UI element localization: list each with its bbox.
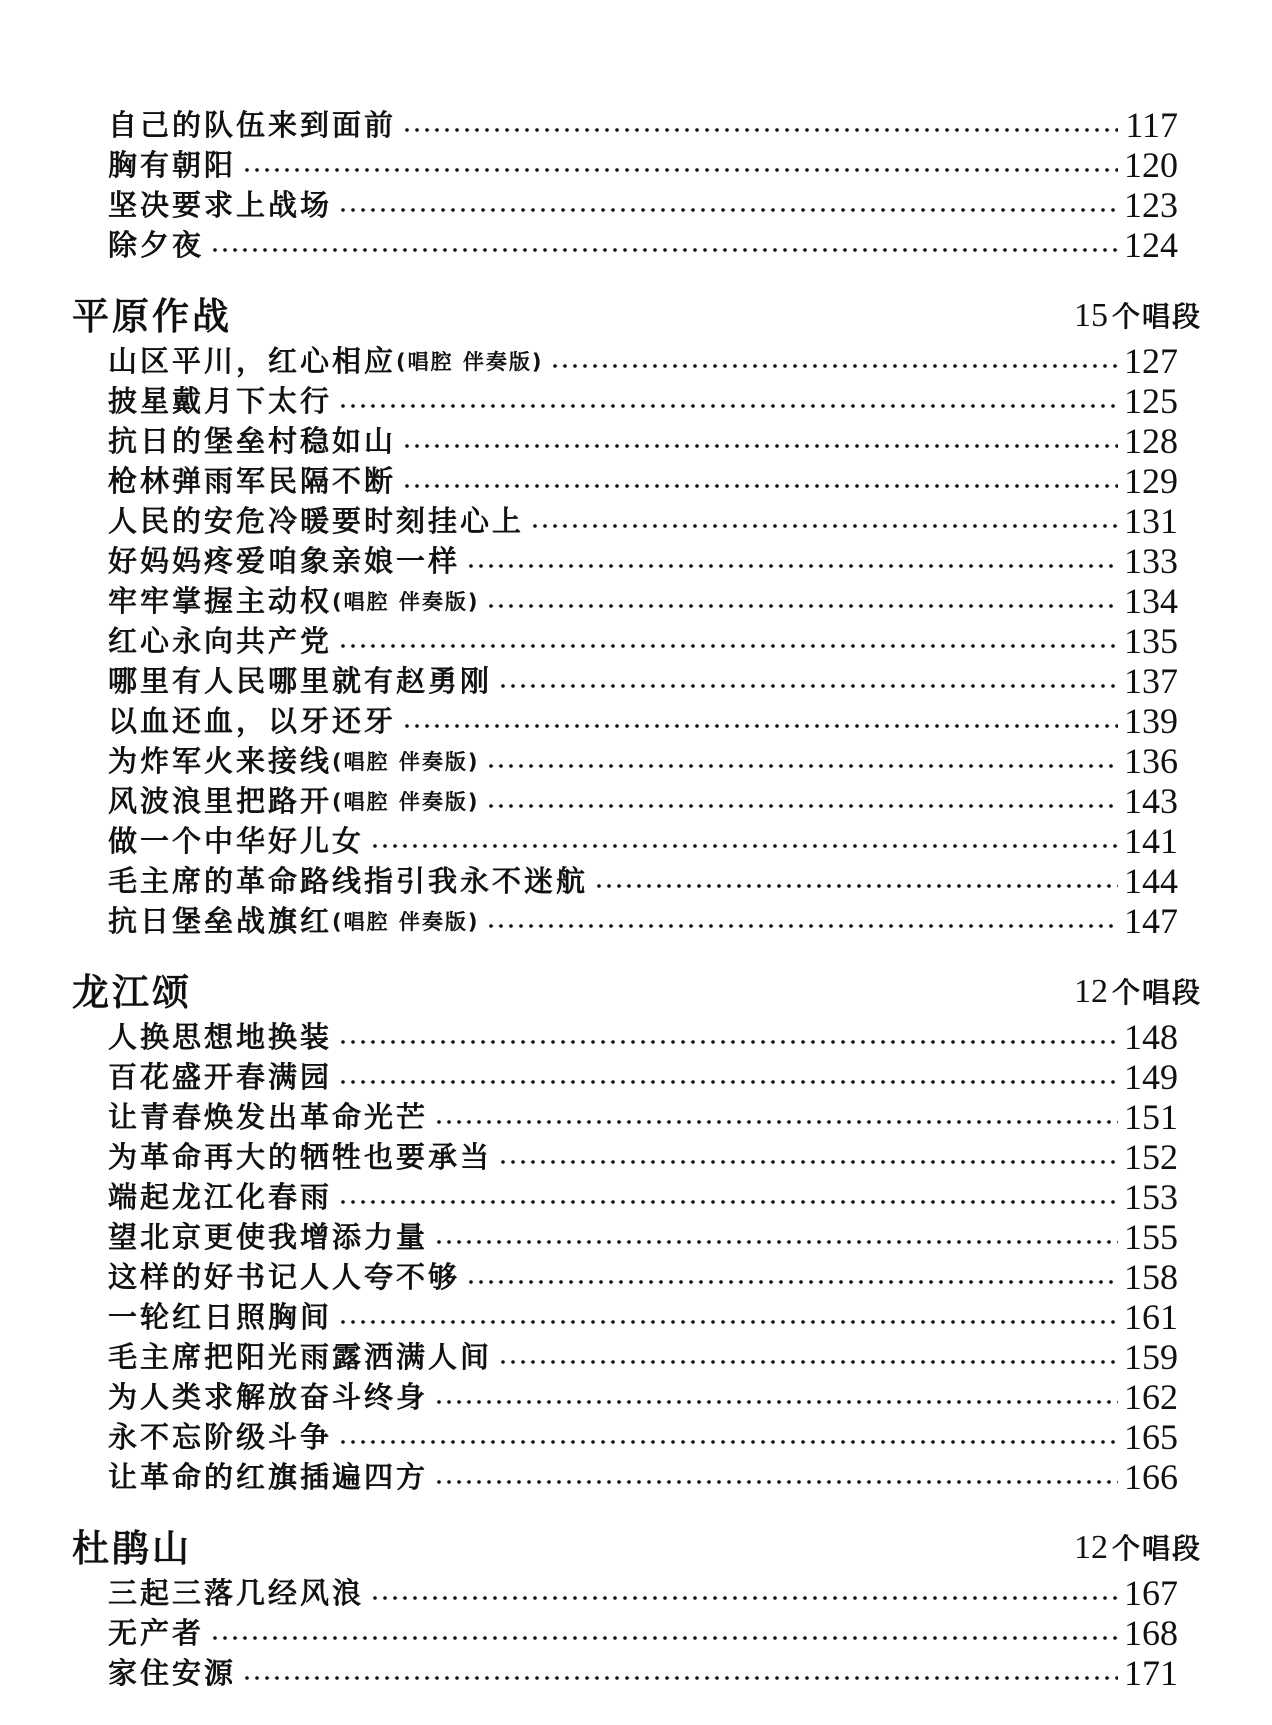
- entry-page-number: 134: [1124, 581, 1178, 621]
- dot-leader: [466, 1278, 1118, 1286]
- toc-entry[interactable]: [108, 460, 1178, 500]
- entry-note: (唱腔 伴奏版): [396, 350, 544, 374]
- dot-leader: [498, 682, 1118, 690]
- toc-entry[interactable]: [108, 500, 1178, 540]
- entry-title: 抗日的堡垒村稳如山: [108, 424, 397, 458]
- entry-note: (唱腔 伴奏版): [332, 790, 480, 814]
- section-title[interactable]: 龙江颂: [72, 971, 192, 1014]
- toc-entry[interactable]: [108, 1136, 1178, 1176]
- entry-page-number: 166: [1124, 1457, 1178, 1497]
- entry-title: 为革命再大的牺牲也要承当: [108, 1140, 493, 1174]
- dot-leader: [486, 922, 1118, 930]
- entry-page-number: 161: [1124, 1297, 1178, 1337]
- toc-entry[interactable]: [108, 104, 1178, 144]
- dot-leader: [530, 522, 1118, 530]
- entry-page-number: 137: [1124, 661, 1178, 701]
- toc-entry[interactable]: [108, 740, 1178, 780]
- dot-leader: [242, 1674, 1118, 1682]
- dot-leader: [338, 642, 1118, 650]
- dot-leader: [210, 1634, 1118, 1642]
- entry-title: 披星戴月下太行: [108, 384, 333, 418]
- section-title[interactable]: 平原作战: [72, 295, 232, 338]
- entry-page-number: 123: [1124, 185, 1178, 225]
- entry-title: 自己的队伍来到面前: [108, 108, 397, 142]
- section-count: [1074, 969, 1202, 1016]
- entry-title: 三起三落几经风浪: [108, 1576, 365, 1610]
- toc-entry[interactable]: [108, 700, 1178, 740]
- entry-title: 风波浪里把路开: [108, 784, 333, 818]
- toc-entry[interactable]: [108, 340, 1178, 380]
- entry-title: 做一个中华好儿女: [108, 824, 365, 858]
- toc-section-pingyuan-zuozhan: [72, 290, 1212, 940]
- toc-entry[interactable]: [108, 660, 1178, 700]
- section-header: [72, 1522, 1212, 1572]
- entry-title: 抗日堡垒战旗红: [108, 904, 333, 938]
- entry-title: 一轮红日照胸间: [108, 1300, 333, 1334]
- dot-leader: [402, 482, 1118, 490]
- entry-page-number: 158: [1124, 1257, 1178, 1297]
- entry-note: (唱腔 伴奏版): [332, 590, 480, 614]
- toc-entry[interactable]: [108, 1096, 1178, 1136]
- dot-leader: [550, 362, 1118, 370]
- dot-leader: [434, 1398, 1118, 1406]
- entry-page-number: 153: [1124, 1177, 1178, 1217]
- entry-title: 胸有朝阳: [108, 148, 237, 182]
- toc-entry[interactable]: [108, 780, 1178, 820]
- toc-entry[interactable]: [108, 1216, 1178, 1256]
- entry-title: 这样的好书记人人夸不够: [108, 1260, 461, 1294]
- dot-leader: [370, 842, 1118, 850]
- entry-page-number: 168: [1124, 1613, 1178, 1653]
- entry-title: 家住安源: [108, 1656, 237, 1690]
- entry-page-number: 139: [1124, 701, 1178, 741]
- section-count-number: 15: [1073, 297, 1108, 334]
- section-header: [72, 966, 1212, 1016]
- entry-page-number: 152: [1124, 1137, 1178, 1177]
- section-header: [72, 290, 1212, 340]
- toc-entry[interactable]: [108, 380, 1178, 420]
- section-count: [1074, 293, 1202, 340]
- toc-entry[interactable]: [108, 1612, 1178, 1652]
- section-count-label: 个唱段: [1111, 976, 1202, 1009]
- dot-leader: [486, 802, 1118, 810]
- entry-title: 山区平川，红心相应: [108, 344, 397, 378]
- entry-title: 以血还血，以牙还牙: [108, 704, 397, 738]
- dot-leader: [210, 246, 1118, 254]
- toc-entry[interactable]: [108, 1336, 1178, 1376]
- entry-title: 人民的安危冷暖要时刻挂心上: [108, 504, 525, 538]
- entry-page-number: 135: [1124, 621, 1178, 661]
- entry-title: 为炸军火来接线: [108, 744, 333, 778]
- entry-page-number: 162: [1124, 1377, 1178, 1417]
- dot-leader: [466, 562, 1118, 570]
- toc-entry[interactable]: [108, 1056, 1178, 1096]
- entry-title: 望北京更使我增添力量: [108, 1220, 429, 1254]
- entry-title: 除夕夜: [108, 228, 205, 262]
- entry-note: (唱腔 伴奏版): [332, 750, 480, 774]
- toc-entry[interactable]: [108, 580, 1178, 620]
- toc-entry[interactable]: [108, 1652, 1178, 1692]
- toc-entry[interactable]: [108, 420, 1178, 460]
- toc-entry[interactable]: [108, 1572, 1178, 1612]
- toc-entry[interactable]: [108, 1016, 1178, 1056]
- toc-entry[interactable]: [108, 540, 1178, 580]
- entry-page-number: 120: [1124, 145, 1178, 185]
- toc-entry[interactable]: [108, 1456, 1178, 1496]
- entry-title: 让青春焕发出革命光芒: [108, 1100, 429, 1134]
- toc-entry[interactable]: [108, 820, 1178, 860]
- entry-page-number: 141: [1124, 821, 1178, 861]
- dot-leader: [338, 1318, 1118, 1326]
- toc-entry[interactable]: [108, 1296, 1178, 1336]
- dot-leader: [338, 402, 1118, 410]
- toc-section-continued: [72, 104, 1212, 264]
- entry-title: 为人类求解放奋斗终身: [108, 1380, 429, 1414]
- entry-page-number: 155: [1124, 1217, 1178, 1257]
- section-count-number: 12: [1073, 1529, 1108, 1566]
- dot-leader: [434, 1118, 1118, 1126]
- entry-page-number: 117: [1125, 105, 1178, 145]
- dot-leader: [338, 1078, 1118, 1086]
- entry-page-number: 149: [1124, 1057, 1178, 1097]
- entry-page-number: 124: [1124, 225, 1178, 265]
- entry-page-number: 128: [1124, 421, 1178, 461]
- entry-page-number: 151: [1124, 1097, 1178, 1137]
- toc-entry[interactable]: [108, 860, 1178, 900]
- entry-page-number: 144: [1124, 861, 1178, 901]
- toc-entry[interactable]: [108, 1376, 1178, 1416]
- entry-page-number: 159: [1124, 1337, 1178, 1377]
- entry-title: 毛主席把阳光雨露洒满人间: [108, 1340, 493, 1374]
- toc-entry[interactable]: [108, 900, 1178, 940]
- dot-leader: [338, 206, 1118, 214]
- toc-entry[interactable]: [108, 224, 1178, 264]
- toc-entry[interactable]: [108, 620, 1178, 660]
- entry-title: 坚决要求上战场: [108, 188, 333, 222]
- entry-title: 哪里有人民哪里就有赵勇刚: [108, 664, 493, 698]
- entry-page-number: 143: [1124, 781, 1178, 821]
- toc-entry[interactable]: [108, 144, 1178, 184]
- dot-leader: [498, 1158, 1118, 1166]
- entry-page-number: 171: [1124, 1653, 1178, 1693]
- entry-title: 毛主席的革命路线指引我永不迷航: [108, 864, 589, 898]
- dot-leader: [402, 126, 1118, 134]
- dot-leader: [498, 1358, 1118, 1366]
- entry-title: 好妈妈疼爱咱象亲娘一样: [108, 544, 461, 578]
- entry-page-number: 127: [1124, 341, 1178, 381]
- entry-page-number: 148: [1124, 1017, 1178, 1057]
- entry-title: 红心永向共产党: [108, 624, 333, 658]
- dot-leader: [402, 722, 1118, 730]
- entry-page-number: 133: [1124, 541, 1178, 581]
- entry-page-number: 167: [1124, 1573, 1178, 1613]
- dot-leader: [434, 1238, 1118, 1246]
- entry-page-number: 125: [1124, 381, 1178, 421]
- entry-title: 枪林弹雨军民隔不断: [108, 464, 397, 498]
- dot-leader: [242, 166, 1118, 174]
- dot-leader: [370, 1594, 1118, 1602]
- entry-page-number: 165: [1124, 1417, 1178, 1457]
- dot-leader: [402, 442, 1118, 450]
- section-count-label: 个唱段: [1111, 300, 1202, 333]
- toc-entry[interactable]: [108, 1256, 1178, 1296]
- entry-page-number: 136: [1124, 741, 1178, 781]
- section-title[interactable]: 杜鹃山: [72, 1527, 192, 1570]
- entry-title: 牢牢掌握主动权: [108, 584, 333, 618]
- entry-title: 无产者: [108, 1616, 205, 1650]
- entry-title: 让革命的红旗插遍四方: [108, 1460, 429, 1494]
- table-of-contents: [72, 104, 1212, 1692]
- section-count: [1074, 1525, 1202, 1572]
- dot-leader: [486, 602, 1118, 610]
- toc-section-longjiang-song: [72, 966, 1212, 1496]
- toc-entry[interactable]: [108, 1416, 1178, 1456]
- entry-title: 永不忘阶级斗争: [108, 1420, 333, 1454]
- dot-leader: [594, 882, 1118, 890]
- entry-title: 端起龙江化春雨: [108, 1180, 333, 1214]
- dot-leader: [486, 762, 1118, 770]
- section-count-label: 个唱段: [1111, 1532, 1202, 1565]
- section-count-number: 12: [1073, 973, 1108, 1010]
- entry-note: (唱腔 伴奏版): [332, 910, 480, 934]
- dot-leader: [338, 1038, 1118, 1046]
- entry-page-number: 147: [1124, 901, 1178, 941]
- dot-leader: [434, 1478, 1118, 1486]
- dot-leader: [338, 1438, 1118, 1446]
- toc-entry[interactable]: [108, 184, 1178, 224]
- toc-entry[interactable]: [108, 1176, 1178, 1216]
- entry-page-number: 131: [1124, 501, 1178, 541]
- entry-page-number: 129: [1124, 461, 1178, 501]
- dot-leader: [338, 1198, 1118, 1206]
- toc-section-dujuan-shan: [72, 1522, 1212, 1692]
- entry-title: 百花盛开春满园: [108, 1060, 333, 1094]
- entry-title: 人换思想地换装: [108, 1020, 333, 1054]
